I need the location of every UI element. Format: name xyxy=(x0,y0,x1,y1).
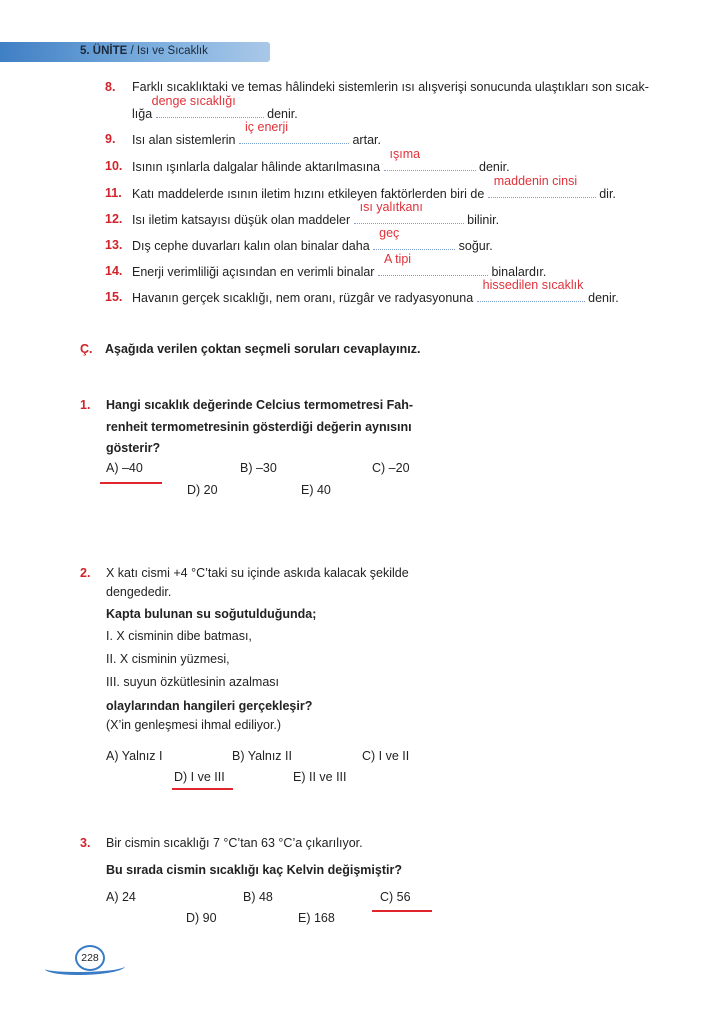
item-text: Isının ışınlarla dalgalar hâlinde aktarılmasına xyxy=(132,160,381,174)
handwritten-answer: denge sıcaklığı xyxy=(151,94,236,108)
answer-underline xyxy=(172,788,233,790)
handwritten-answer: ışıma xyxy=(389,147,421,161)
page-number: 228 xyxy=(75,945,105,971)
fill-in-row xyxy=(132,226,493,253)
item-text: binalardır. xyxy=(491,265,547,279)
item-text: soğur. xyxy=(458,239,493,253)
option-d[interactable]: D) 90 xyxy=(186,911,217,925)
fill-in-row xyxy=(132,94,298,121)
item-text: denir. xyxy=(267,107,298,121)
option-e[interactable]: E) II ve III xyxy=(293,770,347,784)
option-c[interactable]: C) –20 xyxy=(372,461,410,475)
item-text: denir. xyxy=(479,160,510,174)
item-text: bilinir. xyxy=(467,213,500,227)
fill-in-row xyxy=(132,174,616,201)
question-number: 1. xyxy=(80,398,91,412)
handwritten-answer: ısı yalıtkanı xyxy=(359,200,423,214)
option-c[interactable]: C) 56 xyxy=(380,890,411,904)
item-text: Katı maddelerde ısının iletim hızını etkileyen faktörlerden biri de xyxy=(132,187,485,201)
question-text: gösterir? xyxy=(106,441,161,455)
section-letter: Ç. xyxy=(80,342,93,356)
answer-underline xyxy=(100,482,162,484)
item-text: Havanın gerçek sıcaklığı, nem oranı, rüzgâr ve radyasyonuna xyxy=(132,291,474,305)
statement-i: I. X cisminin dibe batması, xyxy=(106,629,252,643)
item-text: lığa xyxy=(132,107,153,121)
item-number: 11. xyxy=(105,186,122,200)
fill-in-row xyxy=(132,200,500,227)
item-number: 15. xyxy=(105,290,123,304)
answer-underline xyxy=(372,910,432,912)
item-number: 9. xyxy=(105,132,116,146)
question-prompt: Kapta bulunan su soğutulduğunda; xyxy=(106,607,317,621)
item-text: artar. xyxy=(352,133,381,147)
option-d[interactable]: D) 20 xyxy=(187,483,218,497)
question-number: 2. xyxy=(80,566,91,580)
question-text: X katı cismi +4 °C’taki su içinde askıda kalacak şekilde xyxy=(106,566,409,580)
item-text: Farklı sıcaklıktaki ve temas hâlindeki sistemlerin ısı alışverişi sonucunda ulaştıkları son sıcak- xyxy=(132,80,649,94)
option-a[interactable]: A) Yalnız I xyxy=(106,749,163,763)
option-e[interactable]: E) 40 xyxy=(301,483,331,497)
unit-label: 5. ÜNİTE xyxy=(80,45,128,57)
answer-blank xyxy=(488,174,596,198)
item-number: 12. xyxy=(105,212,123,226)
question-prompt: olaylarından hangileri gerçekleşir? xyxy=(106,699,313,713)
statement-iii: III. suyun özkütlesinin azalması xyxy=(106,675,279,689)
item-number: 13. xyxy=(105,238,123,252)
question-text: Hangi sıcaklık değerinde Celcius termometresi Fah- xyxy=(106,398,414,412)
handwritten-answer: iç enerji xyxy=(245,120,289,134)
option-e[interactable]: E) 168 xyxy=(298,911,335,925)
handwritten-answer: A tipi xyxy=(383,252,412,266)
question-note: (X’in genleşmesi ihmal ediliyor.) xyxy=(106,718,282,732)
item-text: Enerji verimliliği açısından en verimli binalar xyxy=(132,265,375,279)
fill-in-row xyxy=(132,252,547,279)
question-prompt: Bu sırada cismin sıcaklığı kaç Kelvin değişmiştir? xyxy=(106,863,402,877)
answer-blank xyxy=(477,278,585,302)
item-text: denir. xyxy=(588,291,619,305)
option-b[interactable]: B) –30 xyxy=(240,461,277,475)
option-a[interactable]: A) –40 xyxy=(106,461,143,475)
option-c[interactable]: C) I ve II xyxy=(362,749,410,763)
option-d[interactable]: D) I ve III xyxy=(174,770,225,784)
item-text: Dış cephe duvarları kalın olan binalar daha xyxy=(132,239,370,253)
item-number: 14. xyxy=(105,264,123,278)
option-b[interactable]: B) Yalnız II xyxy=(232,749,292,763)
unit-title xyxy=(80,45,208,57)
item-number: 8. xyxy=(105,80,116,94)
item-text: Isı alan sistemlerin xyxy=(132,133,236,147)
question-text: Bir cismin sıcaklığı 7 °C’tan 63 °C’a çıkarılıyor. xyxy=(106,836,363,850)
item-text: dir. xyxy=(599,187,616,201)
item-number: 10. xyxy=(105,159,123,173)
statement-ii: II. X cisminin yüzmesi, xyxy=(106,652,230,666)
fill-in-row xyxy=(132,147,510,174)
answer-blank xyxy=(384,147,476,171)
answer-blank xyxy=(239,120,349,144)
topic-label: / Isı ve Sıcaklık xyxy=(127,45,208,57)
answer-blank xyxy=(151,94,264,118)
question-number: 3. xyxy=(80,836,91,850)
option-b[interactable]: B) 48 xyxy=(243,890,273,904)
answer-blank xyxy=(354,200,464,224)
handwritten-answer: maddenin cinsi xyxy=(493,174,578,188)
option-a[interactable]: A) 24 xyxy=(106,890,136,904)
fill-in-row xyxy=(132,120,381,147)
answer-blank xyxy=(378,252,488,276)
section-title: Aşağıda verilen çoktan seçmeli soruları cevaplayınız. xyxy=(105,342,421,356)
handwritten-answer: hissedilen sıcaklık xyxy=(482,278,584,292)
handwritten-answer: geç xyxy=(379,226,400,240)
question-text: dengededir. xyxy=(106,585,172,599)
item-text: Isı iletim katsayısı düşük olan maddeler xyxy=(132,213,351,227)
question-text: renheit termometresinin gösterdiği değerin aynısını xyxy=(106,420,412,434)
fill-in-row xyxy=(132,278,619,305)
answer-blank xyxy=(373,226,455,250)
